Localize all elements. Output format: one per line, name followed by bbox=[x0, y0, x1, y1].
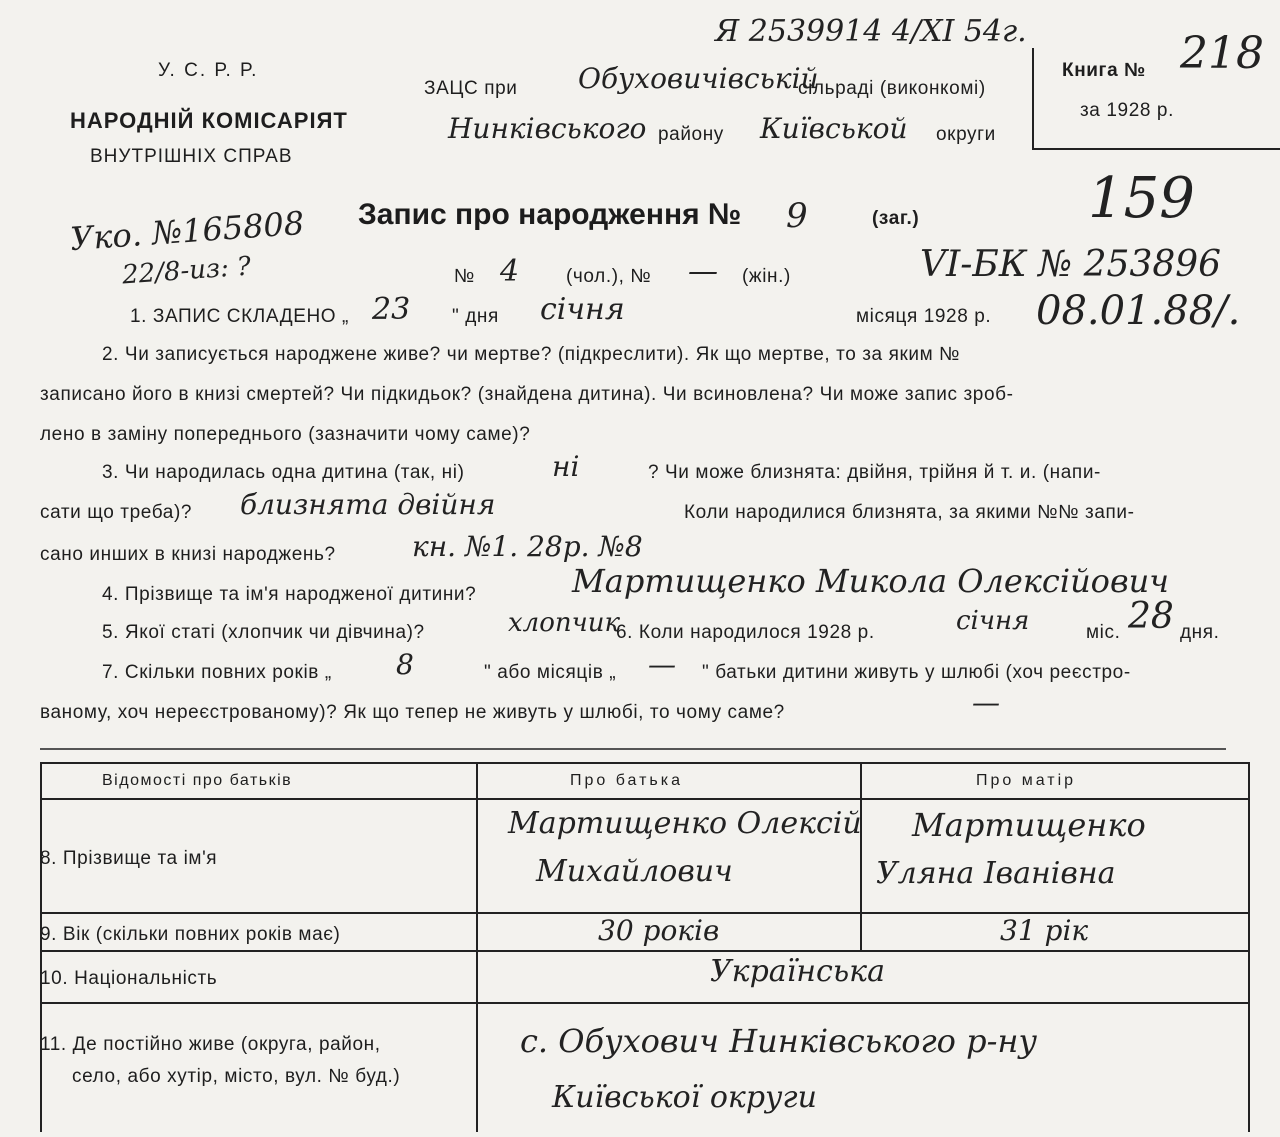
col-header-mother: Про матір bbox=[976, 772, 1077, 789]
left-annotation-1: Уко. №165808 bbox=[68, 203, 306, 259]
right-annotation-1: 159 bbox=[1088, 166, 1195, 231]
q3-l3val: кн. №1. 28р. №8 bbox=[412, 530, 643, 563]
right-annotation-2: VI-БК № 253896 bbox=[920, 244, 1222, 285]
q1-prefix: 1. ЗАПИС СКЛАДЕНО „ bbox=[130, 306, 349, 327]
table-top bbox=[40, 762, 1250, 764]
col-sep-1 bbox=[476, 762, 478, 1132]
table-header-bottom bbox=[40, 798, 1250, 800]
row11-label: 11. Де постійно живе (округа, район, bbox=[40, 1034, 381, 1055]
q3-l1val: ні bbox=[552, 450, 580, 483]
q6-dnia: дня. bbox=[1180, 622, 1220, 643]
row8-mother2: Уляна Іванівна bbox=[876, 856, 1116, 891]
q1-suffix: місяця 1928 р. bbox=[856, 306, 992, 327]
row8-father: Мартищенко Олексій bbox=[508, 806, 862, 841]
record-number: 9 bbox=[786, 196, 808, 236]
q6-month: січня bbox=[956, 606, 1030, 636]
q7-months: — bbox=[648, 648, 676, 681]
col-header-parents: Відомості про батьків bbox=[102, 772, 293, 789]
subnum-prefix: № bbox=[454, 266, 475, 287]
okruha-value: Київськой bbox=[760, 112, 908, 145]
form-divider bbox=[40, 748, 1226, 750]
q6-day: 28 bbox=[1128, 596, 1174, 637]
zags-value: Обуховичівській bbox=[578, 62, 819, 95]
parents-table bbox=[40, 762, 1250, 1132]
row9-father: 30 років bbox=[598, 914, 720, 947]
q1-day: 23 bbox=[372, 292, 411, 327]
q2-line3: лено в заміну попереднього (зазначити чому саме)? bbox=[40, 424, 531, 445]
book-box-left bbox=[1032, 48, 1034, 150]
row-sep-3 bbox=[40, 1002, 1250, 1004]
q3-l2a: сати що треба)? bbox=[40, 502, 193, 523]
row9-label: 9. Вік (скільки повних років має) bbox=[40, 924, 341, 945]
q4-value: Мартищенко Микола Олексійович bbox=[572, 562, 1170, 600]
male-number: 4 bbox=[500, 254, 520, 289]
male-label: (чол.), № bbox=[566, 266, 652, 287]
q7-l1c: " батьки дитини живуть у шлюбі (хоч реєстро- bbox=[702, 662, 1131, 683]
col-sep-2 bbox=[860, 762, 862, 952]
top-annotation: Я 2539914 4/ХІ 54г. bbox=[715, 14, 1027, 49]
q6-label: 6. Коли народилося 1928 р. bbox=[616, 622, 875, 643]
okruha-label: округи bbox=[936, 124, 996, 145]
row8-label: 8. Прізвище та ім'я bbox=[40, 848, 218, 869]
q2-line1: 2. Чи записується народжене живе? чи мертве? (підкреслити). Як що мертве, то за яким № bbox=[102, 344, 961, 365]
q5-label: 5. Якої статі (хлопчик чи дівчина)? bbox=[102, 622, 425, 643]
book-box-bottom bbox=[1032, 148, 1280, 150]
header-ussr: У. С. Р. Р. bbox=[158, 60, 259, 81]
header-internal-affairs: ВНУТРІШНІХ СПРАВ bbox=[90, 146, 293, 167]
q7-l2: ваному, хоч нереєстрованому)? Як що тепер не живуть у шлюбі, то чому саме? bbox=[40, 702, 785, 723]
raion-label: району bbox=[658, 124, 724, 145]
q1-mid: " дня bbox=[452, 306, 499, 327]
q3-l1a: 3. Чи народилась одна дитина (так, ні) bbox=[102, 462, 465, 483]
q7-l1a: 7. Скільки повних років „ bbox=[102, 662, 332, 683]
row9-mother: 31 рік bbox=[1000, 914, 1089, 947]
row11-addr1: с. Обухович Нинківського р-ну bbox=[520, 1022, 1038, 1060]
table-right bbox=[1248, 762, 1250, 1132]
council-label: сільраді (виконкомі) bbox=[798, 78, 986, 99]
page-title: Запис про народження № bbox=[358, 198, 742, 231]
book-label: Книга № bbox=[1062, 60, 1146, 81]
raion-value: Нинківського bbox=[448, 112, 647, 145]
q1-month: січня bbox=[540, 292, 625, 327]
title-suffix: (заг.) bbox=[872, 208, 920, 229]
q7-years: 8 bbox=[396, 648, 414, 681]
zags-label: ЗАЦС при bbox=[424, 78, 518, 99]
row10-label: 10. Національність bbox=[40, 968, 218, 989]
q4-label: 4. Прізвище та ім'я народженої дитини? bbox=[102, 584, 477, 605]
row8-father2: Михайлович bbox=[536, 854, 733, 889]
q7-l2val: — bbox=[972, 686, 1000, 719]
row8-mother: Мартищенко bbox=[912, 806, 1146, 844]
row10-both: Українська bbox=[710, 954, 885, 989]
q6-mis: міс. bbox=[1086, 622, 1121, 643]
q2-line2: записано його в книзі смертей? Чи підкидьок? (знайдена дитина). Чи всиновлена? Чи може запис зроб- bbox=[40, 384, 1014, 405]
header-commissariat: НАРОДНІЙ КОМІСАРІЯТ bbox=[70, 108, 348, 133]
row11-label2: село, або хутір, місто, вул. № буд.) bbox=[72, 1066, 401, 1087]
q1-stamp: 08.01.88/. bbox=[1036, 288, 1241, 334]
book-year: за 1928 р. bbox=[1080, 100, 1174, 121]
q7-l1b: " або місяців „ bbox=[484, 662, 617, 683]
q5-value: хлопчик bbox=[508, 608, 621, 638]
q3-l2val: близнята двійня bbox=[240, 488, 496, 521]
table-left bbox=[40, 762, 42, 1132]
q3-l1b: ? Чи може близнята: двійня, трійня й т. и. (напи- bbox=[648, 462, 1101, 483]
book-number: 218 bbox=[1180, 28, 1264, 79]
female-number: — bbox=[688, 254, 718, 289]
left-annotation-2: 22/8-из: ? bbox=[121, 251, 252, 291]
q3-l2b: Коли народилися близнятa, за якими №№ запи- bbox=[684, 502, 1135, 523]
row11-addr2: Київської округи bbox=[552, 1080, 817, 1115]
row-sep-2 bbox=[40, 950, 1250, 952]
col-header-father: Про батька bbox=[570, 772, 683, 789]
q3-l3a: сано инших в книзі народжень? bbox=[40, 544, 336, 565]
female-label: (жін.) bbox=[742, 266, 791, 287]
